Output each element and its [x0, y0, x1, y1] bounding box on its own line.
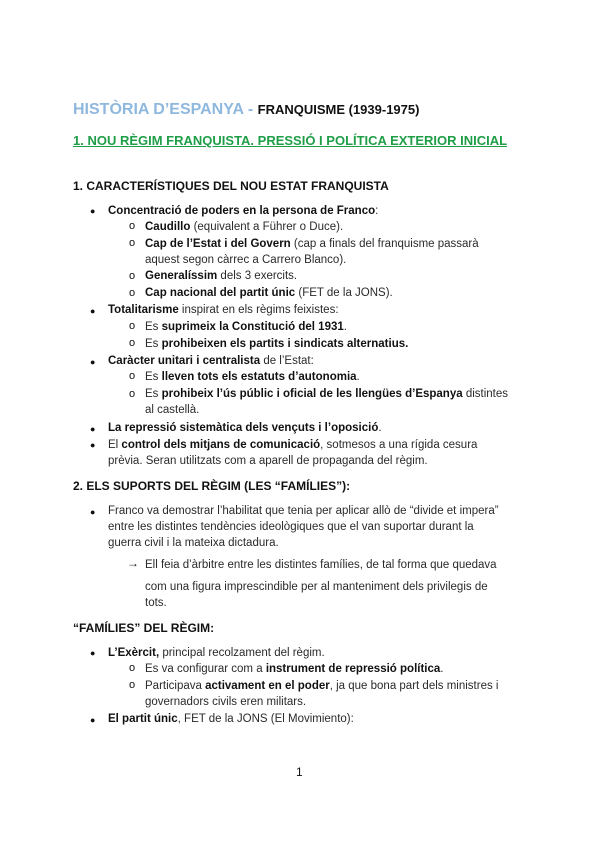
list-item-constitucio: Es suprimeix la Constitució del 1931. [145, 321, 347, 333]
list-item-partits: Es prohibeixen els partits i sindicats alternatius. [145, 338, 409, 350]
circle-bullet-icon: o [129, 662, 136, 674]
page-number: 1 [296, 765, 303, 779]
list-item-exercit: L’Exèrcit, principal recolzament del règim. [108, 647, 325, 659]
circle-bullet-icon: o [129, 220, 136, 232]
list-item-partit-unic: El partit únic, FET de la JONS (El Movimiento): [108, 713, 354, 725]
list-item-llengues-cont: al castellà. [145, 404, 200, 416]
circle-bullet-icon: o [129, 320, 136, 332]
circle-bullet-icon: o [129, 270, 136, 282]
circle-bullet-icon: o [129, 388, 136, 400]
circle-bullet-icon: o [129, 287, 136, 299]
list-item-participava-cont: governadors civils eren militars. [145, 696, 307, 708]
paragraph-arbitre-line1: Ell feia d’àrbitre entre les distintes famílies, de tal forma que quedava [145, 559, 497, 571]
bullet-icon: ● [90, 715, 96, 725]
bullet-icon: ● [90, 306, 96, 316]
list-item-unitari: Caràcter unitari i centralista de l’Estat: [108, 355, 314, 367]
circle-bullet-icon: o [129, 679, 136, 691]
paragraph-suports-line2: entre les distintes tendències ideològiques que el van suportar durant la [108, 521, 474, 533]
subheading-suports: 2. ELS SUPORTS DEL RÈGIM (LES “FAMÍLIES”): [73, 479, 351, 493]
arrow-right-icon: → [127, 556, 139, 570]
subheading-families: “FAMÍLIES” DEL RÈGIM: [73, 621, 215, 635]
section-heading-1: 1. NOU RÈGIM FRANQUISTA. PRESSIÓ I POLÍTICA EXTERIOR INICIAL [73, 133, 508, 148]
paragraph-suports-line3: guerra civil i la mateixa dictadura. [108, 537, 279, 549]
paragraph-arbitre-line2: com una figura imprescindible per al manteniment dels privilegis de [145, 581, 488, 593]
paragraph-arbitre-line3: tots. [145, 597, 167, 609]
circle-bullet-icon: o [129, 370, 136, 382]
document-title [73, 101, 419, 119]
title-sub: FRANQUISME (1939-1975) [257, 102, 420, 117]
circle-bullet-icon: o [129, 337, 136, 349]
list-item-cap-partit: Cap nacional del partit únic (FET de la JONS). [145, 287, 393, 299]
list-item-estatuts: Es lleven tots els estatuts d’autonomia. [145, 371, 360, 383]
list-item-participava: Participava activament en el poder, ja que bona part dels ministres i [145, 680, 499, 692]
list-item-generalissim: Generalíssim dels 3 exercits. [145, 270, 298, 282]
bullet-icon: ● [90, 507, 96, 517]
paragraph-suports-line1: Franco va demostrar l’habilitat que tenia per aplicar allò de “divide et impera” [108, 505, 499, 517]
subheading-caracteristiques: 1. CARACTERÍSTIQUES DEL NOU ESTAT FRANQUISTA [73, 179, 389, 193]
list-item-caudillo: Caudillo (equivalent a Führer o Duce). [145, 221, 344, 233]
bullet-icon: ● [90, 440, 96, 450]
bullet-icon: ● [90, 424, 96, 434]
list-item-mitjans: El control dels mitjans de comunicació, sotmesos a una rígida cesura [108, 439, 478, 451]
bullet-icon: ● [90, 357, 96, 367]
list-item-mitjans-cont: prèvia. Seran utilitzats com a aparell de propaganda del règim. [108, 455, 428, 467]
bullet-icon: ● [90, 648, 96, 658]
circle-bullet-icon: o [129, 237, 136, 249]
list-item-totalitarisme: Totalitarisme inspirat en els règims feixistes: [108, 304, 339, 316]
list-item-cap-estat-cont: aquest segon càrrec a Carrero Blanco). [145, 254, 347, 266]
list-item-llengues: Es prohibeix l’ús públic i oficial de les llengües d’Espanya distintes [145, 388, 509, 400]
list-item-repressio: La repressió sistemàtica dels vençuts i l’oposició. [108, 422, 382, 434]
list-item-concentracio: Concentració de poders en la persona de Franco: [108, 205, 379, 217]
list-item-cap-estat: Cap de l’Estat i del Govern (cap a finals del franquisme passarà [145, 238, 479, 250]
bullet-icon: ● [90, 206, 96, 216]
title-main: HISTÒRIA D’ESPANYA - [73, 101, 258, 118]
list-item-instrument: Es va configurar com a instrument de repressió política. [145, 663, 444, 675]
